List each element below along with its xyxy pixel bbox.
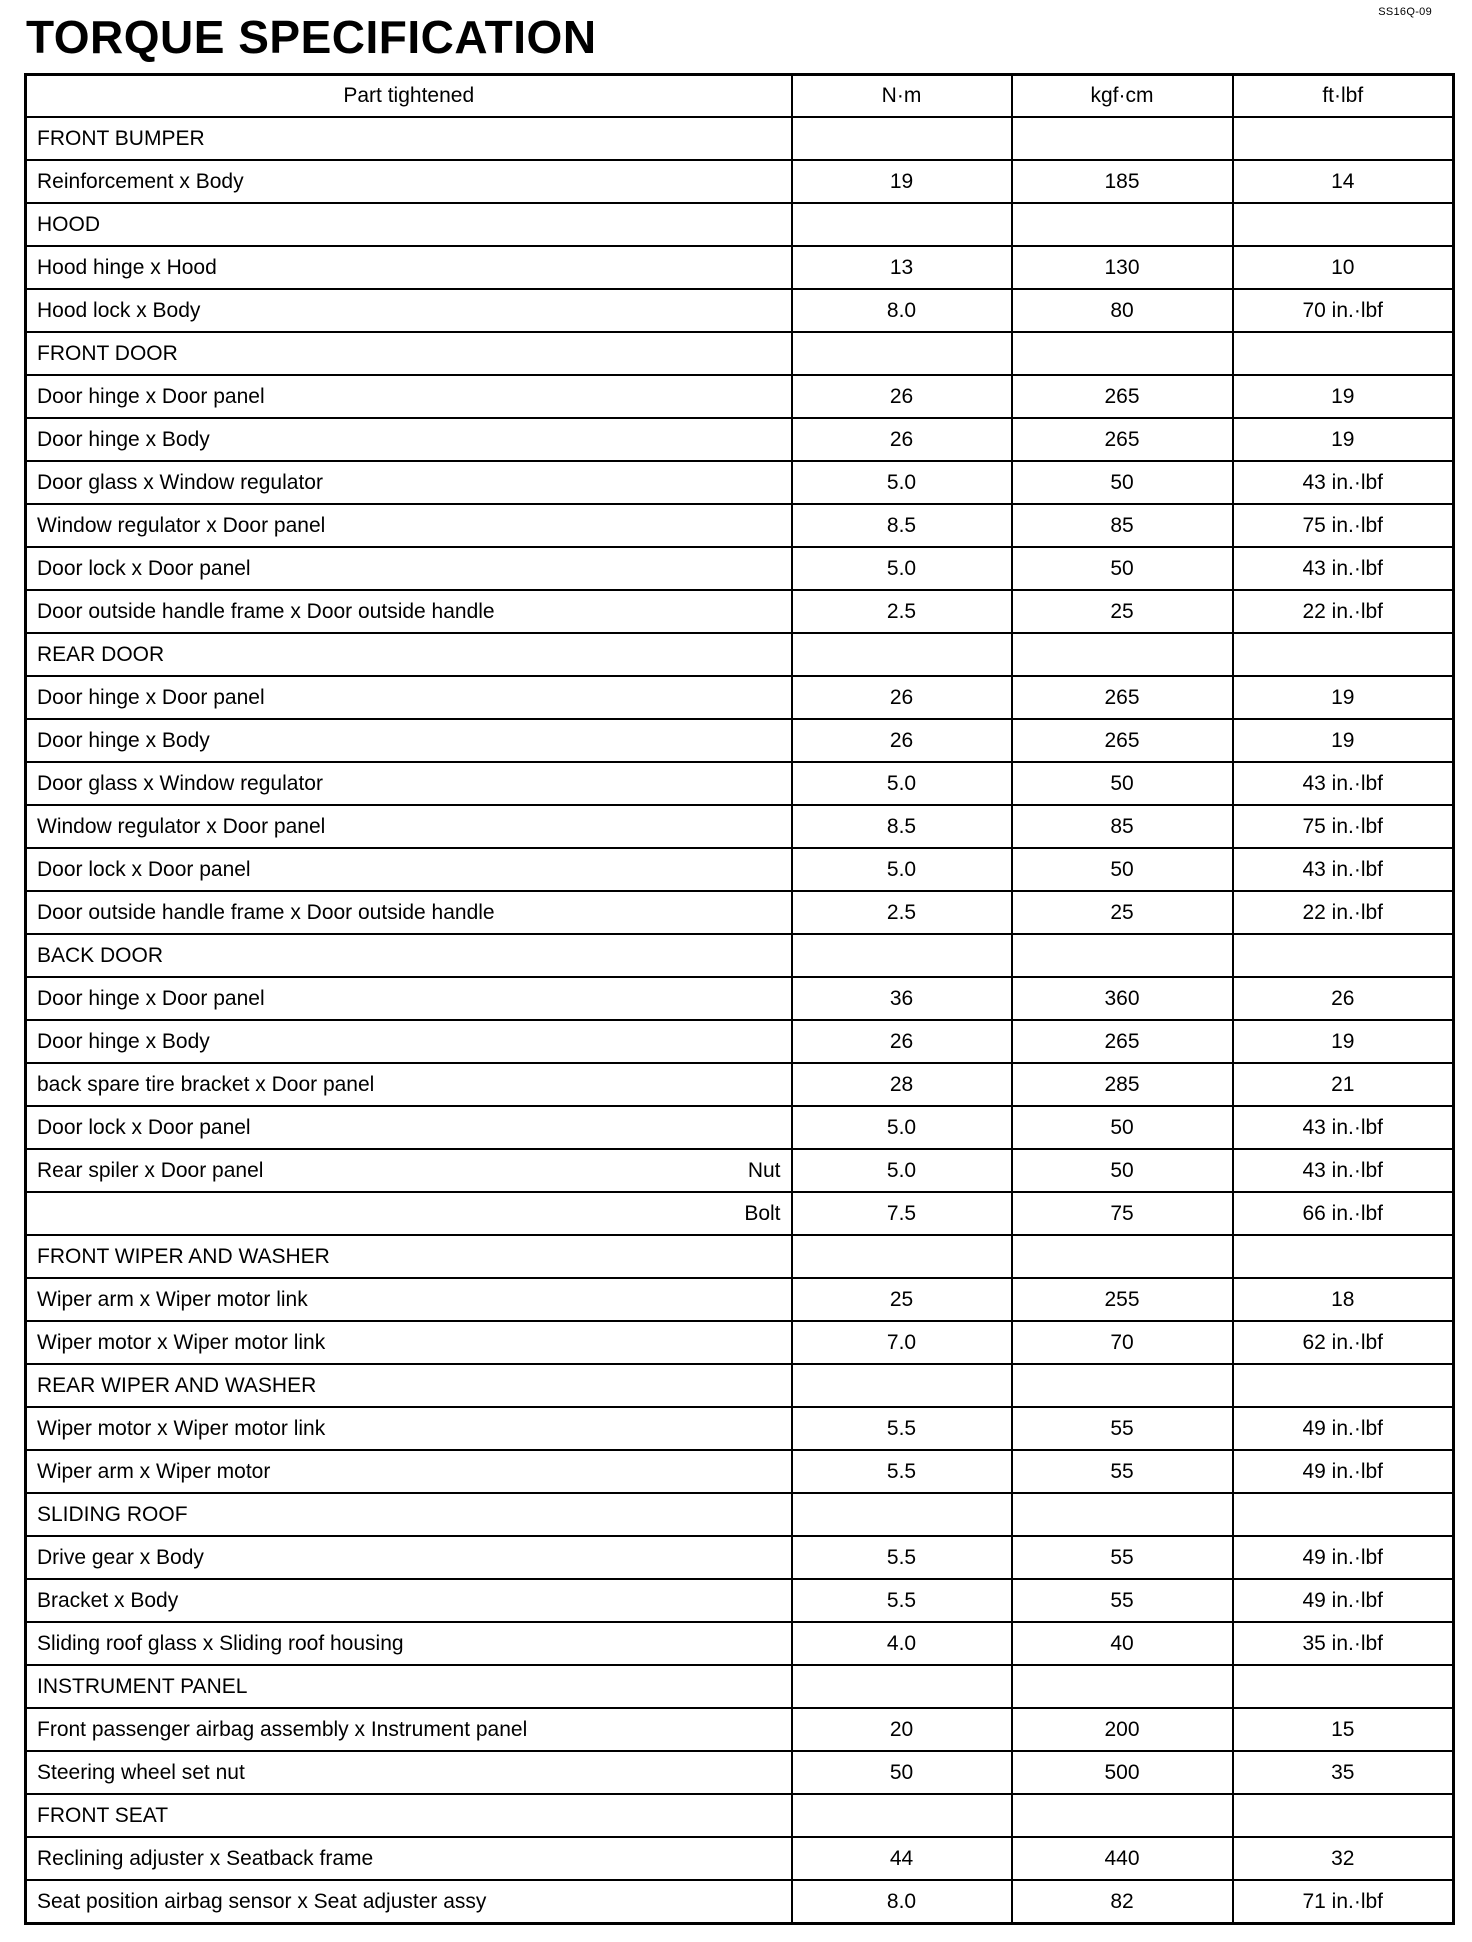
torque-ft-cell: 75 in.·lbf (1233, 504, 1454, 547)
empty-cell (792, 633, 1012, 676)
table-row (26, 1579, 1454, 1622)
torque-kgf-cell: 55 (1012, 1579, 1233, 1622)
table-row (26, 1837, 1454, 1880)
part-name: Sliding roof glass x Sliding roof housing (37, 1631, 404, 1655)
torque-ft-cell: 18 (1233, 1278, 1454, 1321)
empty-cell (792, 117, 1012, 160)
part-cell (26, 1020, 792, 1063)
part-cell (26, 1407, 792, 1450)
section-row (26, 117, 1454, 160)
section-row (26, 332, 1454, 375)
table-row (26, 461, 1454, 504)
part-name: Bracket x Body (37, 1588, 179, 1612)
torque-kgf-cell: 200 (1012, 1708, 1233, 1751)
torque-ft-cell: 75 in.·lbf (1233, 805, 1454, 848)
part-name: Steering wheel set nut (37, 1760, 245, 1784)
part-cell (26, 1321, 792, 1364)
part-cell (26, 1063, 792, 1106)
torque-nm-cell: 5.0 (792, 1149, 1012, 1192)
header-ft-lbf: ft·lbf (1233, 75, 1454, 118)
part-name: Seat position airbag sensor x Seat adjuster assy (37, 1889, 487, 1913)
section-heading: FRONT BUMPER (26, 117, 792, 160)
table-row (26, 1321, 1454, 1364)
section-heading: SLIDING ROOF (26, 1493, 792, 1536)
torque-kgf-cell: 285 (1012, 1063, 1233, 1106)
torque-ft-cell: 43 in.·lbf (1233, 461, 1454, 504)
torque-kgf-cell: 55 (1012, 1407, 1233, 1450)
torque-nm-cell: 8.5 (792, 805, 1012, 848)
part-name: Door lock x Door panel (37, 556, 251, 580)
part-cell (26, 289, 792, 332)
section-row (26, 633, 1454, 676)
part-cell (26, 762, 792, 805)
header-kgf-cm: kgf·cm (1012, 75, 1233, 118)
part-name: Wiper motor x Wiper motor link (37, 1330, 326, 1354)
torque-ft-cell: 22 in.·lbf (1233, 590, 1454, 633)
table-row (26, 418, 1454, 461)
part-name: Door hinge x Body (37, 728, 210, 752)
table-row (26, 1020, 1454, 1063)
empty-cell (1233, 1364, 1454, 1407)
torque-nm-cell: 5.0 (792, 1106, 1012, 1149)
part-name: Door glass x Window regulator (37, 771, 323, 795)
torque-nm-cell: 26 (792, 418, 1012, 461)
torque-ft-cell: 62 in.·lbf (1233, 1321, 1454, 1364)
part-cell (26, 1149, 792, 1192)
torque-ft-cell: 19 (1233, 676, 1454, 719)
table-row (26, 719, 1454, 762)
torque-kgf-cell: 500 (1012, 1751, 1233, 1794)
part-name: Door outside handle frame x Door outside handle (37, 900, 495, 924)
torque-kgf-cell: 440 (1012, 1837, 1233, 1880)
part-name: Rear spiler x Door panel (37, 1158, 264, 1182)
section-row (26, 1665, 1454, 1708)
part-name: Door hinge x Body (37, 1029, 210, 1053)
empty-cell (1233, 1665, 1454, 1708)
torque-kgf-cell: 185 (1012, 160, 1233, 203)
empty-cell (792, 332, 1012, 375)
table-row (26, 1063, 1454, 1106)
part-name: Window regulator x Door panel (37, 814, 326, 838)
table-row (26, 848, 1454, 891)
torque-kgf-cell: 40 (1012, 1622, 1233, 1665)
section-heading: REAR WIPER AND WASHER (26, 1364, 792, 1407)
torque-nm-cell: 5.0 (792, 547, 1012, 590)
part-name: Window regulator x Door panel (37, 513, 326, 537)
part-cell (26, 590, 792, 633)
part-name: Door hinge x Body (37, 427, 210, 451)
part-cell (26, 375, 792, 418)
empty-cell (1233, 1235, 1454, 1278)
torque-nm-cell: 5.5 (792, 1407, 1012, 1450)
torque-nm-cell: 26 (792, 719, 1012, 762)
torque-kgf-cell: 70 (1012, 1321, 1233, 1364)
torque-nm-cell: 26 (792, 676, 1012, 719)
torque-kgf-cell: 55 (1012, 1450, 1233, 1493)
fastener-type: Bolt (744, 1201, 781, 1225)
torque-ft-cell: 15 (1233, 1708, 1454, 1751)
torque-kgf-cell: 50 (1012, 461, 1233, 504)
part-cell (26, 676, 792, 719)
torque-kgf-cell: 360 (1012, 977, 1233, 1020)
torque-kgf-cell: 85 (1012, 805, 1233, 848)
empty-cell (1233, 203, 1454, 246)
part-cell (26, 1450, 792, 1493)
part-name: Hood hinge x Hood (37, 255, 217, 279)
empty-cell (1012, 1665, 1233, 1708)
torque-kgf-cell: 50 (1012, 547, 1233, 590)
part-name: Front passenger airbag assembly x Instrument panel (37, 1717, 528, 1741)
torque-kgf-cell: 50 (1012, 762, 1233, 805)
torque-nm-cell: 13 (792, 246, 1012, 289)
empty-cell (1012, 1794, 1233, 1837)
part-cell (26, 504, 792, 547)
torque-ft-cell: 43 in.·lbf (1233, 848, 1454, 891)
torque-nm-cell: 5.5 (792, 1536, 1012, 1579)
empty-cell (1233, 1493, 1454, 1536)
torque-ft-cell: 35 in.·lbf (1233, 1622, 1454, 1665)
part-name: Door glass x Window regulator (37, 470, 323, 494)
table-row (26, 1708, 1454, 1751)
torque-nm-cell: 26 (792, 375, 1012, 418)
table-row (26, 160, 1454, 203)
empty-cell (792, 1364, 1012, 1407)
empty-cell (1012, 332, 1233, 375)
part-cell (26, 461, 792, 504)
empty-cell (1012, 1235, 1233, 1278)
torque-ft-cell: 49 in.·lbf (1233, 1407, 1454, 1450)
torque-ft-cell: 19 (1233, 1020, 1454, 1063)
torque-ft-cell: 49 in.·lbf (1233, 1579, 1454, 1622)
part-cell (26, 418, 792, 461)
torque-kgf-cell: 255 (1012, 1278, 1233, 1321)
table-row (26, 1407, 1454, 1450)
torque-kgf-cell: 50 (1012, 1149, 1233, 1192)
empty-cell (1012, 1364, 1233, 1407)
torque-ft-cell: 70 in.·lbf (1233, 289, 1454, 332)
torque-kgf-cell: 75 (1012, 1192, 1233, 1235)
torque-ft-cell: 19 (1233, 719, 1454, 762)
torque-ft-cell: 22 in.·lbf (1233, 891, 1454, 934)
table-row (26, 1450, 1454, 1493)
torque-nm-cell: 25 (792, 1278, 1012, 1321)
torque-nm-cell: 8.5 (792, 504, 1012, 547)
torque-ft-cell: 71 in.·lbf (1233, 1880, 1454, 1924)
empty-cell (792, 1493, 1012, 1536)
torque-nm-cell: 5.0 (792, 461, 1012, 504)
torque-ft-cell: 43 in.·lbf (1233, 762, 1454, 805)
table-row (26, 1106, 1454, 1149)
section-heading: FRONT SEAT (26, 1794, 792, 1837)
section-heading: FRONT DOOR (26, 332, 792, 375)
page-title: TORQUE SPECIFICATION (26, 11, 597, 63)
part-cell (26, 891, 792, 934)
torque-nm-cell: 5.0 (792, 848, 1012, 891)
torque-kgf-cell: 25 (1012, 891, 1233, 934)
part-name: Wiper motor x Wiper motor link (37, 1416, 326, 1440)
header-newton-meter: N·m (792, 75, 1012, 118)
empty-cell (1233, 1794, 1454, 1837)
part-name: Door hinge x Door panel (37, 986, 265, 1010)
part-cell (26, 1837, 792, 1880)
part-cell (26, 1106, 792, 1149)
torque-kgf-cell: 25 (1012, 590, 1233, 633)
torque-spec-table (24, 73, 1455, 1925)
table-row (26, 1149, 1454, 1192)
part-cell (26, 1192, 792, 1235)
table-row (26, 1622, 1454, 1665)
table-row (26, 590, 1454, 633)
torque-nm-cell: 28 (792, 1063, 1012, 1106)
torque-ft-cell: 10 (1233, 246, 1454, 289)
fastener-type: Nut (747, 1158, 781, 1182)
part-cell (26, 719, 792, 762)
empty-cell (1012, 633, 1233, 676)
torque-nm-cell: 7.5 (792, 1192, 1012, 1235)
torque-kgf-cell: 82 (1012, 1880, 1233, 1924)
part-cell (26, 977, 792, 1020)
torque-nm-cell: 5.5 (792, 1579, 1012, 1622)
section-row (26, 1364, 1454, 1407)
empty-cell (1012, 117, 1233, 160)
table-header (26, 75, 1454, 118)
torque-nm-cell: 5.0 (792, 762, 1012, 805)
torque-nm-cell: 20 (792, 1708, 1012, 1751)
table-row (26, 1278, 1454, 1321)
table-row (26, 762, 1454, 805)
torque-nm-cell: 8.0 (792, 289, 1012, 332)
torque-kgf-cell: 80 (1012, 289, 1233, 332)
part-name: Wiper arm x Wiper motor (37, 1459, 271, 1483)
part-name: Door lock x Door panel (37, 1115, 251, 1139)
torque-ft-cell: 43 in.·lbf (1233, 1149, 1454, 1192)
torque-ft-cell: 49 in.·lbf (1233, 1450, 1454, 1493)
table-row (26, 504, 1454, 547)
table-row (26, 676, 1454, 719)
part-cell (26, 1622, 792, 1665)
table-row (26, 547, 1454, 590)
section-heading: REAR DOOR (26, 633, 792, 676)
torque-kgf-cell: 265 (1012, 676, 1233, 719)
section-heading: BACK DOOR (26, 934, 792, 977)
part-cell (26, 160, 792, 203)
empty-cell (1012, 1493, 1233, 1536)
torque-nm-cell: 7.0 (792, 1321, 1012, 1364)
torque-kgf-cell: 265 (1012, 719, 1233, 762)
torque-kgf-cell: 85 (1012, 504, 1233, 547)
table-row (26, 1751, 1454, 1794)
empty-cell (792, 934, 1012, 977)
table-row (26, 289, 1454, 332)
table-row (26, 375, 1454, 418)
section-row (26, 203, 1454, 246)
torque-nm-cell: 50 (792, 1751, 1012, 1794)
torque-ft-cell: 21 (1233, 1063, 1454, 1106)
table-row (26, 891, 1454, 934)
torque-ft-cell: 43 in.·lbf (1233, 547, 1454, 590)
empty-cell (1012, 203, 1233, 246)
empty-cell (792, 203, 1012, 246)
torque-nm-cell: 2.5 (792, 891, 1012, 934)
torque-kgf-cell: 265 (1012, 1020, 1233, 1063)
torque-nm-cell: 19 (792, 160, 1012, 203)
torque-kgf-cell: 265 (1012, 375, 1233, 418)
torque-ft-cell: 19 (1233, 375, 1454, 418)
part-cell (26, 547, 792, 590)
torque-nm-cell: 44 (792, 1837, 1012, 1880)
table-row (26, 805, 1454, 848)
document-code: SS16Q-09 (1378, 6, 1432, 18)
torque-ft-cell: 19 (1233, 418, 1454, 461)
torque-nm-cell: 8.0 (792, 1880, 1012, 1924)
part-cell (26, 1278, 792, 1321)
torque-nm-cell: 26 (792, 1020, 1012, 1063)
section-row (26, 1493, 1454, 1536)
torque-ft-cell: 26 (1233, 977, 1454, 1020)
part-cell (26, 1751, 792, 1794)
part-name: back spare tire bracket x Door panel (37, 1072, 375, 1096)
header-part-tightened: Part tightened (26, 75, 792, 118)
part-name: Door hinge x Door panel (37, 384, 265, 408)
part-cell (26, 1579, 792, 1622)
torque-ft-cell: 43 in.·lbf (1233, 1106, 1454, 1149)
section-heading: INSTRUMENT PANEL (26, 1665, 792, 1708)
part-cell (26, 848, 792, 891)
torque-kgf-cell: 265 (1012, 418, 1233, 461)
torque-nm-cell: 4.0 (792, 1622, 1012, 1665)
torque-kgf-cell: 50 (1012, 848, 1233, 891)
part-cell (26, 1536, 792, 1579)
torque-ft-cell: 32 (1233, 1837, 1454, 1880)
empty-cell (1233, 633, 1454, 676)
table-row (26, 1880, 1454, 1924)
part-name: Reinforcement x Body (37, 169, 244, 193)
part-name: Door hinge x Door panel (37, 685, 265, 709)
table-row (26, 977, 1454, 1020)
torque-kgf-cell: 55 (1012, 1536, 1233, 1579)
section-row (26, 1235, 1454, 1278)
section-row (26, 1794, 1454, 1837)
torque-ft-cell: 35 (1233, 1751, 1454, 1794)
header-row (26, 75, 1454, 118)
empty-cell (792, 1794, 1012, 1837)
section-heading: FRONT WIPER AND WASHER (26, 1235, 792, 1278)
part-cell (26, 1708, 792, 1751)
table-row (26, 246, 1454, 289)
torque-ft-cell: 49 in.·lbf (1233, 1536, 1454, 1579)
part-cell (26, 805, 792, 848)
part-cell (26, 246, 792, 289)
part-name: Door outside handle frame x Door outside handle (37, 599, 495, 623)
torque-kgf-cell: 50 (1012, 1106, 1233, 1149)
table-row (26, 1536, 1454, 1579)
section-row (26, 934, 1454, 977)
empty-cell (1233, 117, 1454, 160)
torque-nm-cell: 36 (792, 977, 1012, 1020)
part-name: Hood lock x Body (37, 298, 201, 322)
torque-kgf-cell: 130 (1012, 246, 1233, 289)
torque-ft-cell: 66 in.·lbf (1233, 1192, 1454, 1235)
torque-nm-cell: 2.5 (792, 590, 1012, 633)
part-name: Door lock x Door panel (37, 857, 251, 881)
part-name: Drive gear x Body (37, 1545, 204, 1569)
empty-cell (792, 1665, 1012, 1708)
part-name: Wiper arm x Wiper motor link (37, 1287, 308, 1311)
table-body (26, 117, 1454, 1924)
section-heading: HOOD (26, 203, 792, 246)
empty-cell (1233, 332, 1454, 375)
torque-ft-cell: 14 (1233, 160, 1454, 203)
empty-cell (1012, 934, 1233, 977)
torque-nm-cell: 5.5 (792, 1450, 1012, 1493)
part-cell (26, 1880, 792, 1924)
empty-cell (792, 1235, 1012, 1278)
empty-cell (1233, 934, 1454, 977)
table-row (26, 1192, 1454, 1235)
part-name: Reclining adjuster x Seatback frame (37, 1846, 374, 1870)
